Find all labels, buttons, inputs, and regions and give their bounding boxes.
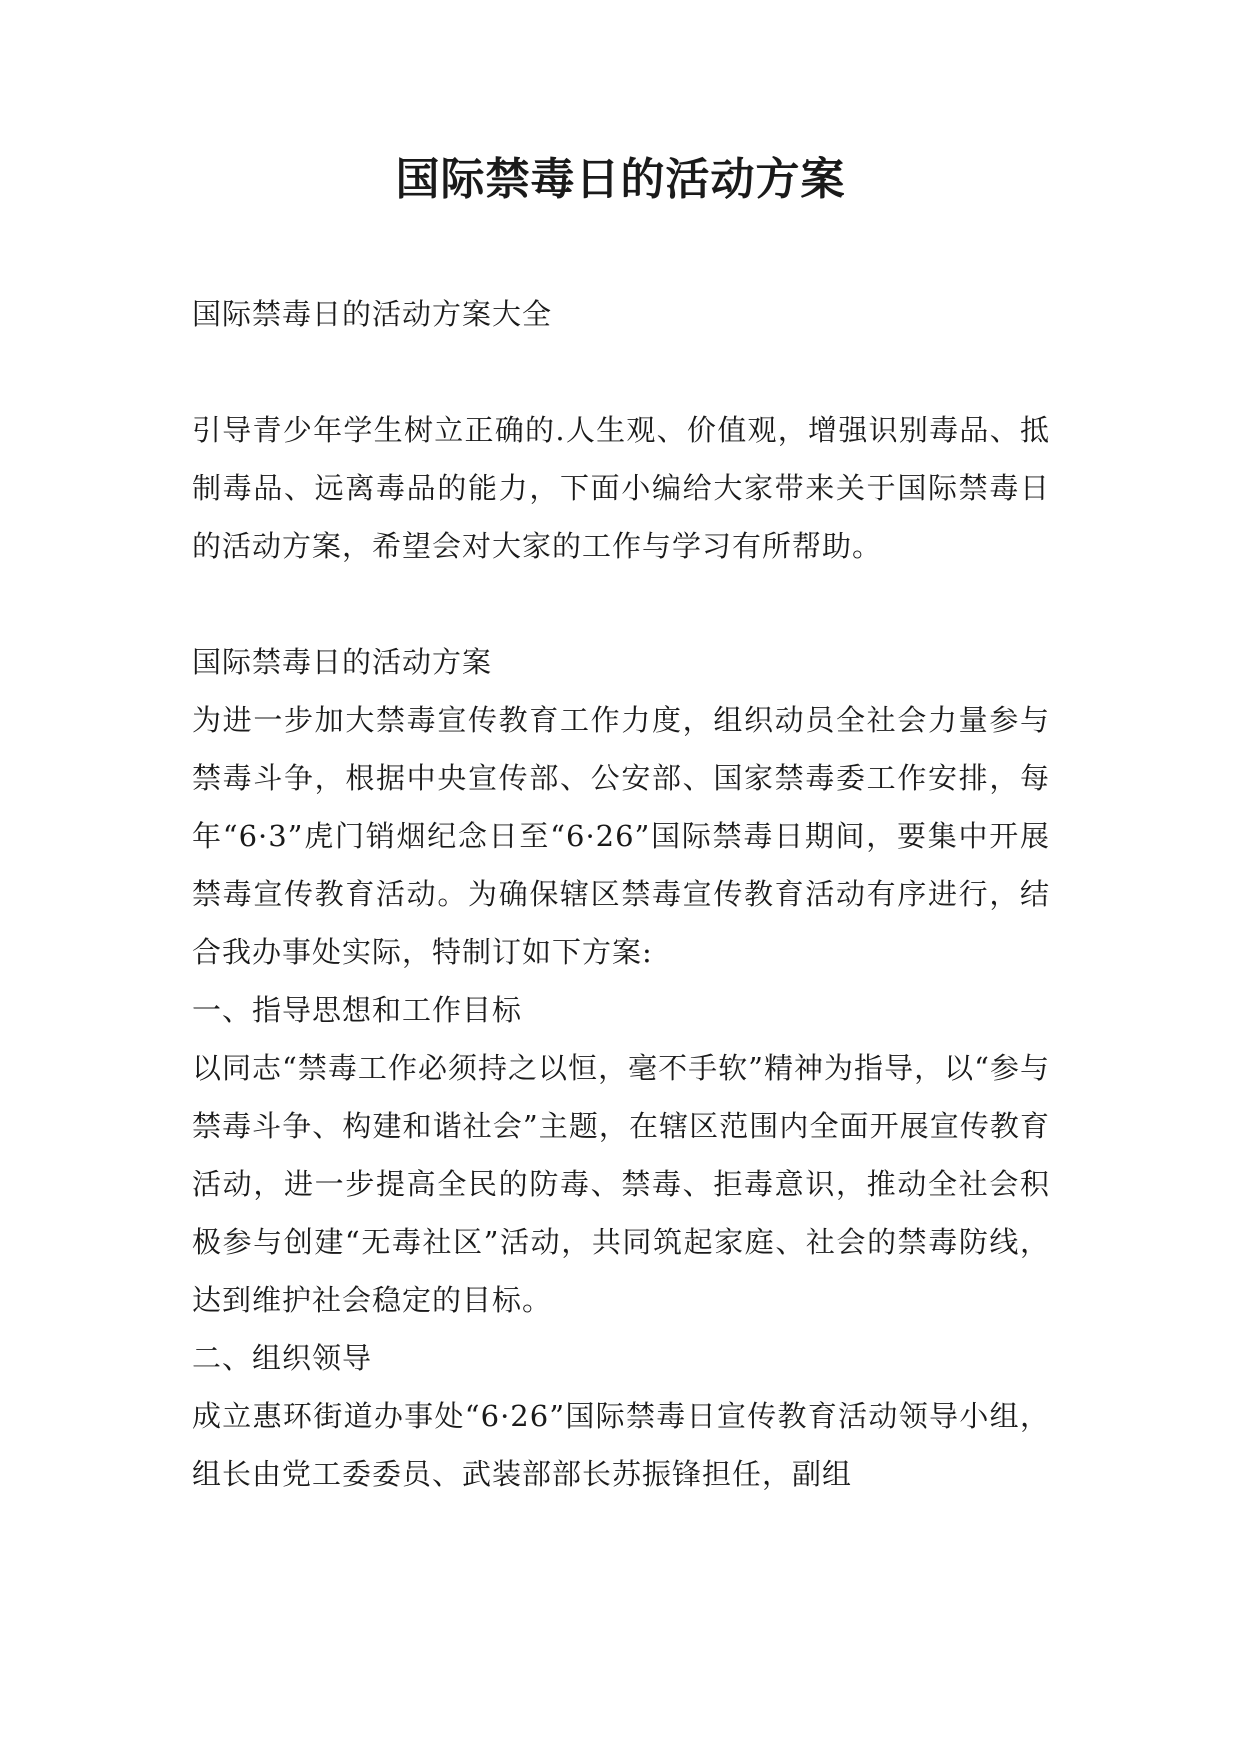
intro-paragraph: 引导青少年学生树立正确的.人生观、价值观，增强识别毒品、抵制毒品、远离毒品的能力，下面小编给大家带来关于国际禁毒日的活动方案，希望会对大家的工作与学习有所帮助。 xyxy=(192,413,1050,563)
heading-guiding-thought: 一、指导思想和工作目标 xyxy=(192,993,523,1027)
paragraph-3: 成立惠环街道办事处“6·26”国际禁毒日宣传教育活动领导小组，组长由党工委委员、武装部部长苏振锋担任，副组 xyxy=(192,1399,1050,1491)
paragraph-2: 以同志“禁毒工作必须持之以恒，毫不手软”精神为指导，以“参与禁毒斗争、构建和谐社会”主题，在辖区范围内全面开展宣传教育活动，进一步提高全民的防毒、禁毒、拒毒意识，推动全社会积极参与创建“无毒社区”活动，共同筑起家庭、社会的禁毒防线，达到维护社会稳定的目标。 xyxy=(192,1051,1050,1317)
document-title: 国际禁毒日的活动方案 xyxy=(395,154,846,205)
document-body xyxy=(192,285,1050,1503)
document-subtitle: 国际禁毒日的活动方案大全 xyxy=(192,297,553,331)
section-title: 国际禁毒日的活动方案 xyxy=(192,645,493,679)
heading-organization: 二、组织领导 xyxy=(192,1341,373,1375)
paragraph-1: 为进一步加大禁毒宣传教育工作力度，组织动员全社会力量参与禁毒斗争，根据中央宣传部、公安部、国家禁毒委工作安排，每年“6·3”虎门销烟纪念日至“6·26”国际禁毒日期间，要集中开展禁毒宣传教育活动。为确保辖区禁毒宣传教育活动有序进行，结合我办事处实际，特制订如下方案: xyxy=(192,703,1050,969)
